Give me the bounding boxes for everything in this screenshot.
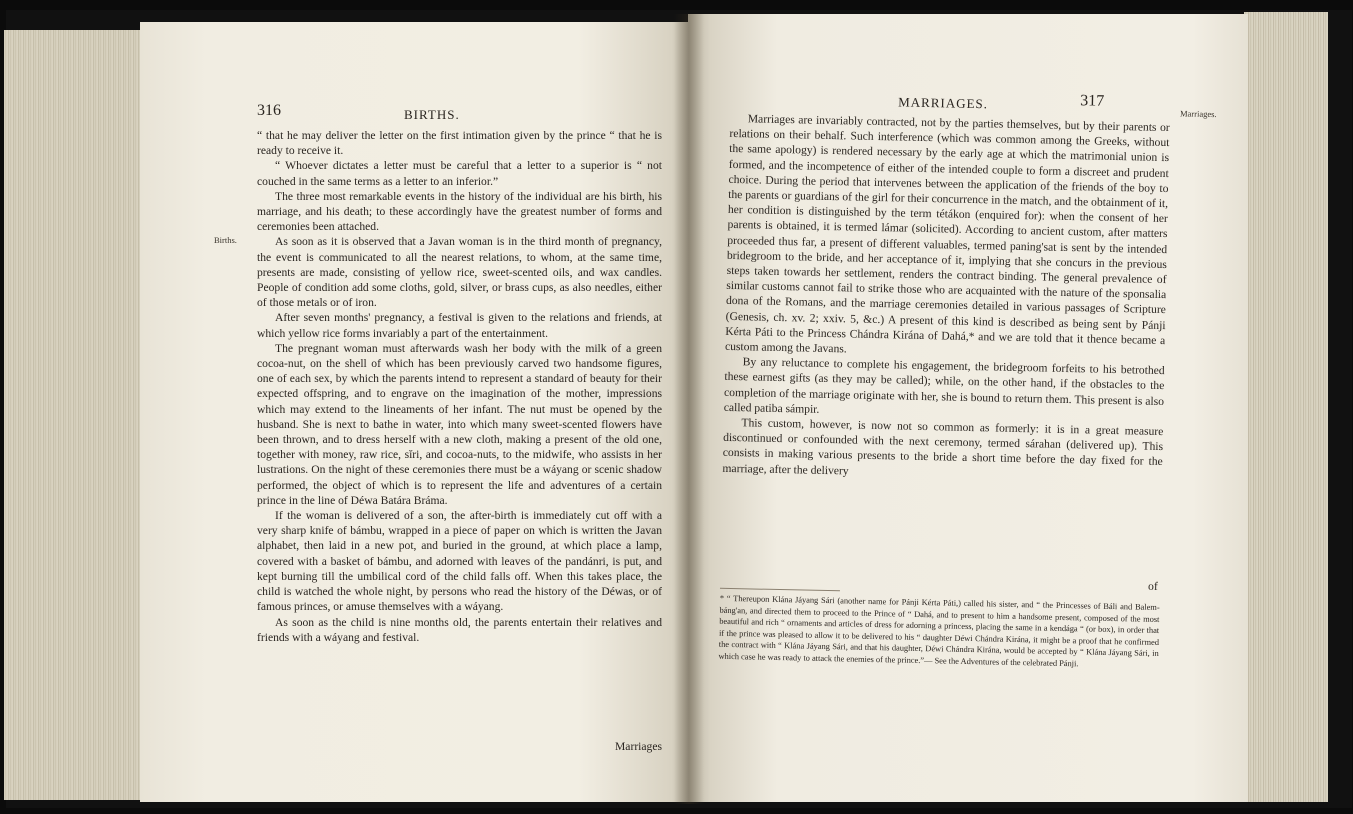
- right-page: [688, 14, 1248, 802]
- left-page-stack-edge: [4, 30, 144, 800]
- left-body-text: [257, 128, 662, 645]
- paragraph: “ Whoever dictates a letter must be careful that a letter to a superior is “ not couched in the same terms as a letter to an inferior.”: [257, 159, 662, 188]
- left-page: [140, 22, 688, 802]
- footnote-text: * “ Thereupon Klána Jáyang Sári (another name for Pánji Kérta Páti,) called his sister, and “ the Princesses of Báli and Balem-báng'an, and directed them to proceed to the Prince of “ Dahá, and to present to him a handsome present, composed of the most beautiful and rich “ ornaments and articles of dress for adorning a princess, placing the same in a kendága “ (or box), in order that if the prince was pleased to allow it to be delivered to his “ daughter Déwi Chándra Kirána, it might be a proof that he confirmed the contract with “ Klána Jáyang Sári, and that his daughter, Déwi Chándra Kirána, would be accepted by “ Klána Jáyang Sári, in which case he was ready to attack the enemies of the prince.”— See the Adventures of the celebrated Pánji.: [718, 593, 1160, 669]
- catchword-left: Marriages: [615, 740, 662, 753]
- paragraph: Marriages are invariably contracted, not by the parties themselves, but by their parents or relations on their behalf. Such interference (which was common among the Greeks, without the same apology) is rendered necessary by the early age at which the matrimonial union is formed, and the incompetence of either of the intended couple to form a discreet and prudent choice. During the period that intervenes between the application of the friends of the boy to the parents or guardians of the girl for their concurrence in the match, and the obtainment of it, her condition is distinguished by the term tétákon (enquired for): when the consent of her parents is obtained, it is termed lámar (solicited). According to ancient custom, after matters proceeded thus far, a present of different valuables, termed paning'sat is sent by the intended bridegroom to the bride, and her acceptance of it, implying that she concurs in the previous steps taken towards her settlement, renders the contract binding. The general prevalence of similar customs cannot fail to strike those who are acquainted with the nature of the sponsalia dona of the Romans, and the marriage ceremonies detailed in various passages of Scripture (Genesis, ch. xv. 2; xxiv. 5, &c.) A present of this kind is described as being sent by Pánji Kérta Páti to the Princess Chándra Kirána of Dahá,* and we are told that it thence became a custom among the Javans.: [724, 112, 1170, 356]
- right-page-stack-edge: [1244, 12, 1328, 802]
- running-head-left: BIRTHS.: [404, 107, 460, 122]
- margin-note-marriages: Marriages.: [1179, 108, 1217, 120]
- paragraph: “ that he may deliver the letter on the first intimation given by the prince “ that he is ready to receive it.: [257, 129, 662, 158]
- paragraph: After seven months' pregnancy, a festival is given to the relations and friends, at which yellow rice forms invariably a part of the entertainment.: [257, 311, 662, 340]
- book-gutter: [674, 14, 704, 804]
- right-body-text: [722, 111, 1170, 485]
- paragraph: If the woman is delivered of a son, the after-birth is immediately cut off with a very sharp knife of bámbu, wrapped in a piece of paper on which is written the Javan alphabet, then laid in a new pot, and buried in the ground, at which place a lamp, covered with a basket of bámbu, and adorned with leaves of the pandánri, is put, and kept burning till the umbilical cord of the child falls off. When this takes place, the child is watched the whole night, by persons who read the history of the Déwas, or of famous princes, or amuse themselves with a wáyang.: [257, 509, 662, 614]
- margin-note-births: Births.: [214, 235, 237, 245]
- paragraph: As soon as it is observed that a Javan woman is in the third month of pregnancy, the event is communicated to all the nearest relations, to whom, at the same time, presents are made, consisting of yellow rice, sweet-scented oils, and wax candles. People of condition add some cloths, gold, silver, or brass cups, as also needles, either of those metals or of iron.: [257, 235, 662, 310]
- paragraph: By any reluctance to complete his engagement, the bridegroom forfeits to his betrothed these earnest gifts (as they may be called); while, on the other hand, if the obstacles to the completion of the marriage originate with her, she is bound to return them. This present is also called patiba sámpir.: [723, 355, 1165, 416]
- footnote: [718, 593, 1159, 672]
- catchword-right: of: [1147, 579, 1158, 593]
- paragraph: This custom, however, is now not so common as formerly: it is in a great measure discontinued or confounded with the next ceremony, termed sárahan (delivered up). This consists in making various presents to the bride a short time before the day fixed for the marriage, after the delivery: [722, 416, 1164, 478]
- paragraph: The three most remarkable events in the history of the individual are his birth, his marriage, and his death; to these accordingly have the greatest number of forms and ceremonies been attached.: [257, 189, 662, 234]
- footnote-rule: [720, 588, 840, 592]
- running-head-right: MARRIAGES.: [898, 94, 989, 112]
- paragraph: The pregnant woman must afterwards wash her body with the milk of a green cocoa-nut, on the shell of which has been previously carved two handsome figures, one of each sex, by which the parents intend to represent a standard of beauty for their expected offspring, and to engrave on the imagination of the mother, impressions which may extend to the lineaments of her infant. The nut must be opened by the husband. She is next to bathe in water, into which many sweet-scented flowers have been thrown, and to dress herself with a new cloth, making a present of the old one, together with money, raw rice, sĭri, and cocoa-nuts, to the midwife, who assists in her lustrations. On the night of these ceremonies there must be a wáyang or scenic shadow performed, the object of which is to represent the life and adventures of a certain prince in the line of Déwa Batára Bráma.: [257, 341, 662, 507]
- paragraph: As soon as the child is nine months old, the parents entertain their relatives and friends with a wáyang and festival.: [257, 615, 662, 644]
- page-number-right: 317: [1080, 92, 1105, 110]
- page-number-left: 316: [257, 102, 281, 119]
